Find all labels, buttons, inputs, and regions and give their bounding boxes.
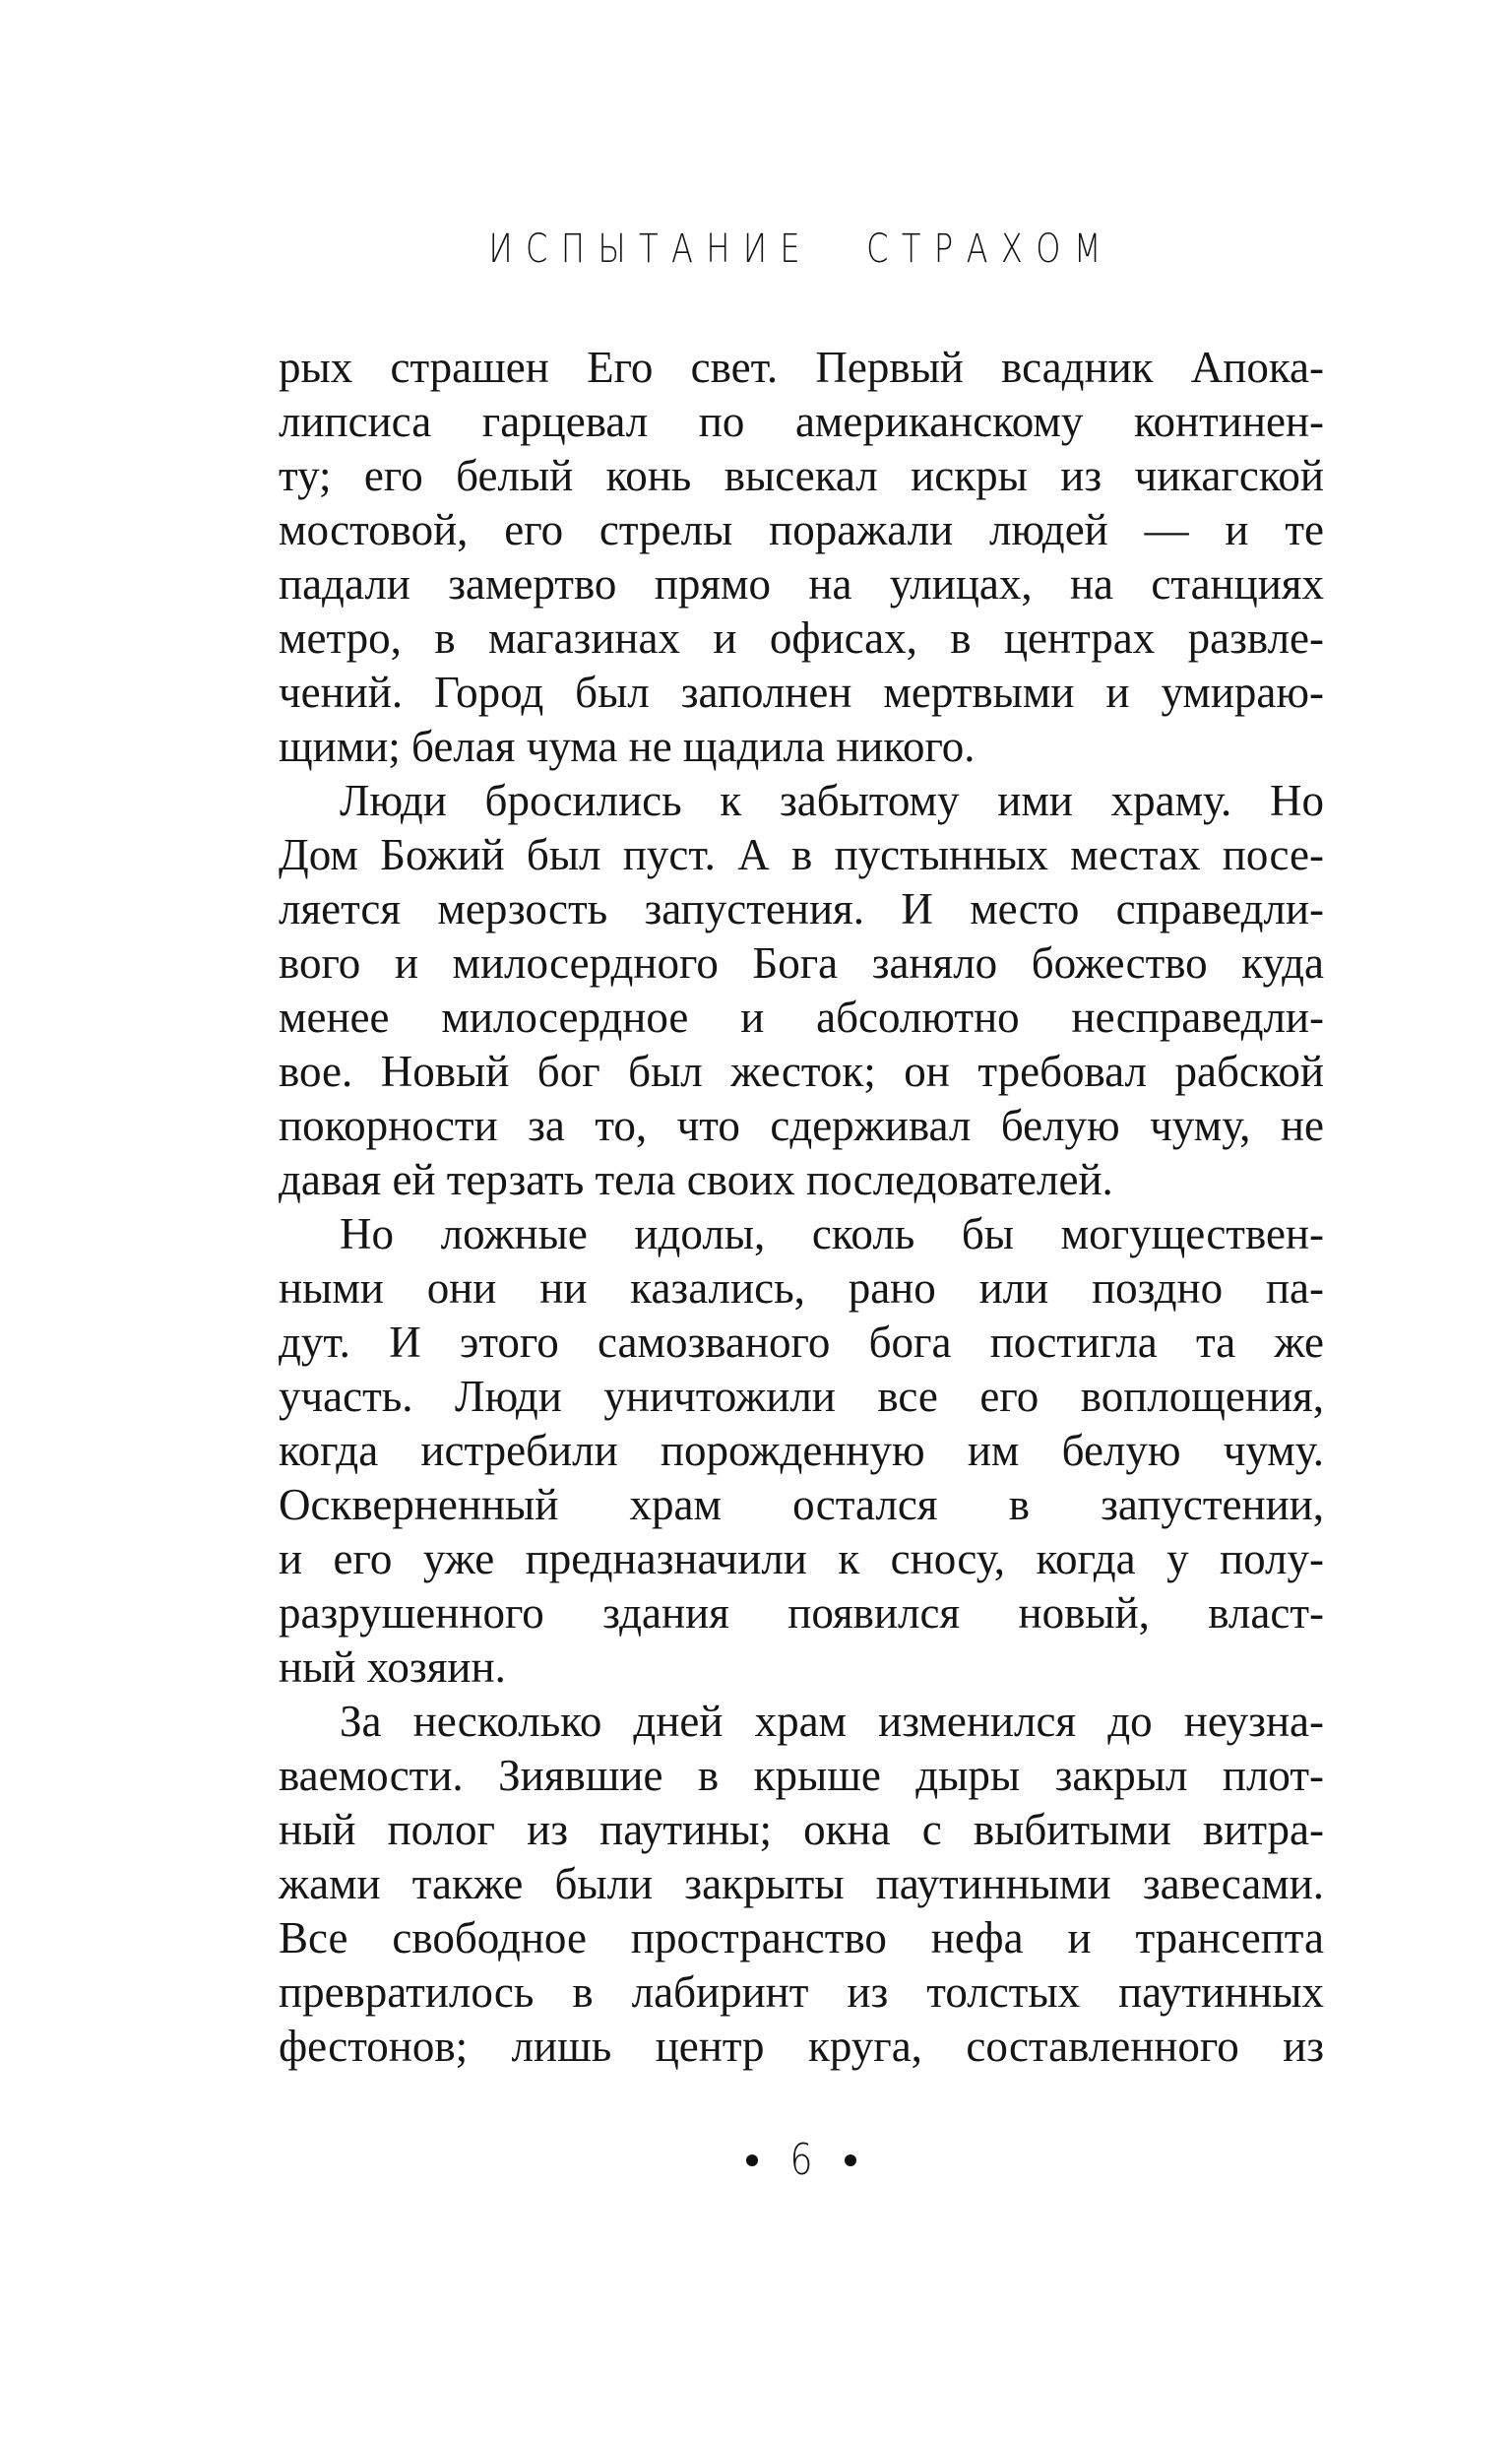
text-line: менее милосердное и абсолютно несправедли- — [279, 993, 1324, 1042]
running-header — [279, 226, 1324, 272]
text-line: превратилось в лабиринт из толстых паутинных — [279, 1967, 1324, 2017]
page-number: 6 — [789, 2135, 813, 2185]
text-line: чений. Город был заполнен мертвыми и умираю- — [279, 668, 1324, 717]
text-line: Все свободное пространство нефа и трансепта — [279, 1913, 1324, 1962]
running-header-title: ИСПЫТАНИЕ СТРАХОМ — [488, 226, 1114, 272]
text-line: вого и милосердного Бога заняло божество куда — [279, 938, 1324, 988]
page-footer — [279, 2137, 1324, 2184]
body-text — [279, 341, 1324, 2074]
text-line: ту; его белый конь высекал искры из чикагской — [279, 451, 1324, 500]
text-line: ляется мерзость запустения. И место справедли- — [279, 884, 1324, 933]
text-line paragraph-end: давая ей терзать тела своих последователей. — [279, 1155, 1113, 1204]
text-line: фестонов; лишь центр круга, составленного из — [279, 2022, 1324, 2071]
text-line: дут. И этого самозваного бога постигла та же — [279, 1318, 1324, 1367]
text-line: разрушенного здания появился новый, власт- — [279, 1588, 1324, 1638]
text-line: участь. Люди уничтожили все его воплощения, — [279, 1372, 1324, 1421]
text-line: когда истребили порожденную им белую чуму. — [279, 1426, 1324, 1475]
text-line: мостовой, его стрелы поражали людей — и те — [279, 505, 1324, 554]
text-line: липсиса гарцевал по американскому континен- — [279, 397, 1324, 446]
text-line paragraph-start: За несколько дней храм изменился до неузна- — [340, 1697, 1324, 1746]
folio-dot-right-icon — [845, 2154, 856, 2166]
text-line paragraph-start: Но ложные идолы, сколь бы могуществен- — [340, 1209, 1324, 1258]
text-line: ваемости. Зиявшие в крыше дыры закрыл плот- — [279, 1751, 1324, 1800]
text-line: метро, в магазинах и офисах, в центрах развле- — [279, 613, 1324, 663]
text-line: падали замертво прямо на улицах, на станциях — [279, 559, 1324, 609]
text-line paragraph-end: щими; белая чума не щадила никого. — [279, 722, 976, 771]
text-line paragraph-end: ный хозяин. — [279, 1642, 506, 1692]
text-line: Дом Божий был пуст. А в пустынных местах посе- — [279, 830, 1324, 879]
folio-dot-left-icon — [746, 2154, 758, 2166]
text-line: ными они ни казались, рано или поздно па- — [279, 1263, 1324, 1313]
text-line: ный полог из паутины; окна с выбитыми витра- — [279, 1805, 1324, 1854]
text-line: рых страшен Его свет. Первый всадник Апока- — [279, 343, 1324, 392]
text-line: жами также были закрыты паутинными завесами. — [279, 1859, 1324, 1908]
text-line paragraph-start: Люди бросились к забытому ими храму. Но — [340, 776, 1324, 825]
text-line: и его уже предназначили к сносу, когда у полу- — [279, 1534, 1324, 1583]
text-line: вое. Новый бог был жесток; он требовал рабской — [279, 1047, 1324, 1096]
text-line: Оскверненный храм остался в запустении, — [279, 1480, 1324, 1529]
text-line: покорности за то, что сдерживал белую чуму, не — [279, 1101, 1324, 1150]
